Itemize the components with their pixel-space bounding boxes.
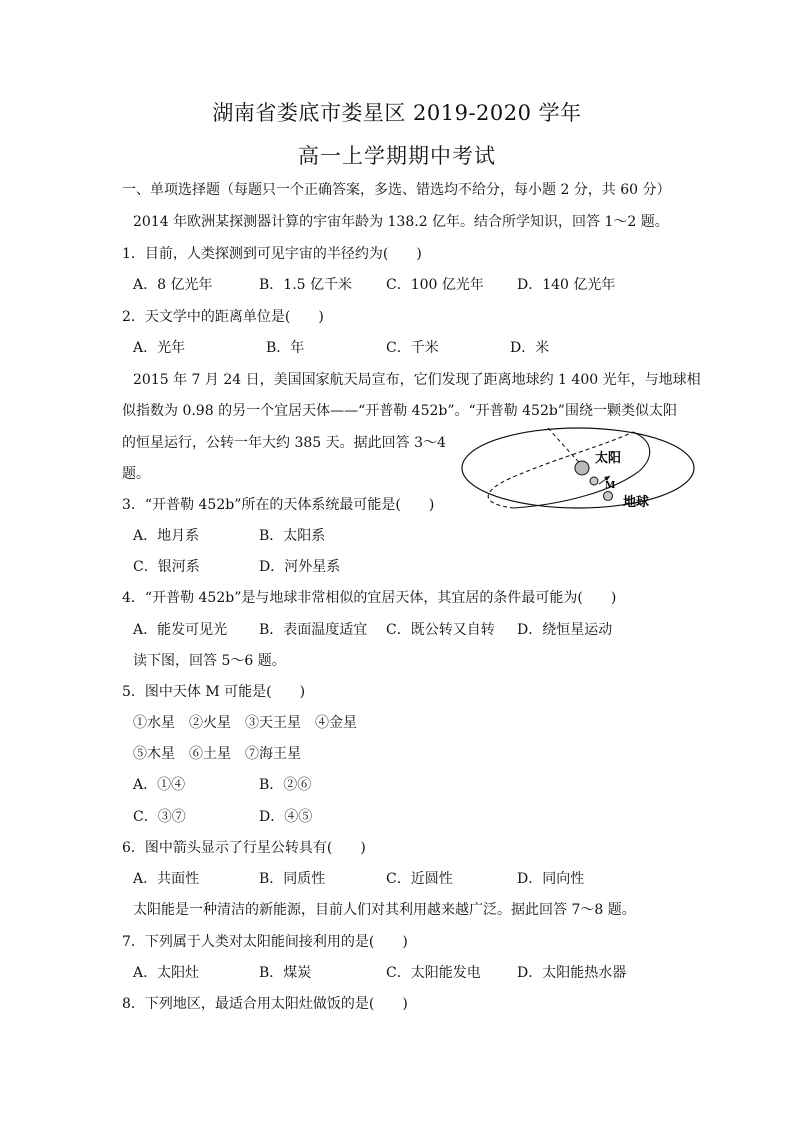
q4-option-b[interactable]: B．表面温度适宜	[259, 622, 368, 638]
q6-option-d[interactable]: D．同向性	[517, 871, 585, 887]
q3-option-c[interactable]: C．银河系	[133, 559, 200, 575]
intro-q3-4-line3: 的恒星运行，公转一年大约 385 天。据此回答 3～4	[122, 435, 446, 451]
q7-stem: 7．下列属于人类对太阳能间接利用的是( )	[122, 934, 408, 950]
q4-option-a[interactable]: A．能发可见光	[133, 622, 228, 638]
sun-label: 太阳	[595, 450, 622, 465]
intro-q3-4-line4: 题。	[122, 466, 150, 482]
m-label: M	[605, 479, 616, 491]
intro-q5-6: 读下图，回答 5～6 题。	[133, 653, 286, 669]
q5-option-b[interactable]: B．②⑥	[259, 777, 312, 793]
q6-stem: 6．图中箭头显示了行星公转具有( )	[122, 840, 366, 856]
q5-choices-line1: ①水星 ②火星 ③天王星 ④金星	[133, 715, 357, 731]
q3-stem: 3．“开普勒 452b”所在的天体系统最可能是( )	[122, 497, 435, 513]
q4-option-c[interactable]: C．既公转又自转	[386, 622, 495, 638]
q2-option-b[interactable]: B．年	[266, 340, 305, 356]
earth-icon	[604, 492, 613, 501]
q5-option-a[interactable]: A．①④	[133, 777, 186, 793]
solar-orbit-figure	[458, 420, 702, 520]
intro-q7-8: 太阳能是一种清洁的新能源，目前人们对其利用越来越广泛。据此回答 7～8 题。	[133, 902, 636, 918]
q4-stem: 4．“开普勒 452b”是与地球非常相似的宜居天体，其宜居的条件最可能为( )	[122, 590, 617, 606]
q1-option-a[interactable]: A．8 亿光年	[133, 277, 213, 293]
q3-option-a[interactable]: A．地月系	[133, 528, 200, 544]
section-heading: 一、单项选择题（每题只一个正确答案，多选、错选均不给分，每小题 2 分，共 60 分）	[122, 182, 671, 198]
earth-label: 地球	[623, 494, 650, 509]
q2-option-c[interactable]: C．千米	[386, 340, 439, 356]
q6-option-c[interactable]: C．近圆性	[386, 871, 453, 887]
q2-option-d[interactable]: D．米	[510, 340, 550, 356]
intro-q3-4-line2: 似指数为 0.98 的另一个宜居天体——“开普勒 452b”。“开普勒 452b”围绕一颗类似太阳	[122, 403, 677, 419]
q1-option-d[interactable]: D．140 亿光年	[517, 277, 616, 293]
intro-q3-4-line1: 2015 年 7 月 24 日，美国国家航天局宣布，它们发现了距离地球约 1 400 光年，与地球相	[133, 372, 701, 388]
q1-stem: 1．目前，人类探测到可见宇宙的半径约为( )	[122, 246, 422, 262]
q7-option-d[interactable]: D．太阳能热水器	[517, 965, 627, 981]
q7-option-c[interactable]: C．太阳能发电	[386, 965, 481, 981]
q6-option-b[interactable]: B．同质性	[259, 871, 326, 887]
q6-option-a[interactable]: A．共面性	[133, 871, 200, 887]
page-title-line2: 高一上学期期中考试	[298, 144, 496, 168]
sun-icon	[575, 461, 589, 475]
q2-option-a[interactable]: A．光年	[133, 340, 186, 356]
page-title-line1: 湖南省娄底市娄星区 2019-2020 学年	[212, 101, 582, 125]
q1-option-c[interactable]: C．100 亿光年	[386, 277, 484, 293]
q7-option-a[interactable]: A．太阳灶	[133, 965, 200, 981]
q5-choices-line2: ⑤木星 ⑥土星 ⑦海王星	[133, 746, 301, 762]
intro-q1-2: 2014 年欧洲某探测器计算的宇宙年龄为 138.2 亿年。结合所学知识，回答 1～2 题。	[133, 214, 669, 230]
planet-m-icon	[590, 477, 598, 485]
q5-option-d[interactable]: D．④⑤	[259, 809, 313, 825]
q5-stem: 5．图中天体 M 可能是( )	[122, 684, 306, 700]
q3-option-d[interactable]: D．河外星系	[259, 559, 341, 575]
q5-option-c[interactable]: C．③⑦	[133, 809, 186, 825]
q1-option-b[interactable]: B．1.5 亿千米	[259, 277, 353, 293]
q7-option-b[interactable]: B．煤炭	[259, 965, 312, 981]
q4-option-d[interactable]: D．绕恒星运动	[517, 622, 613, 638]
q2-stem: 2．天文学中的距离单位是( )	[122, 309, 324, 325]
q8-stem: 8．下列地区，最适合用太阳灶做饭的是( )	[122, 996, 408, 1012]
q3-option-b[interactable]: B．太阳系	[259, 528, 326, 544]
